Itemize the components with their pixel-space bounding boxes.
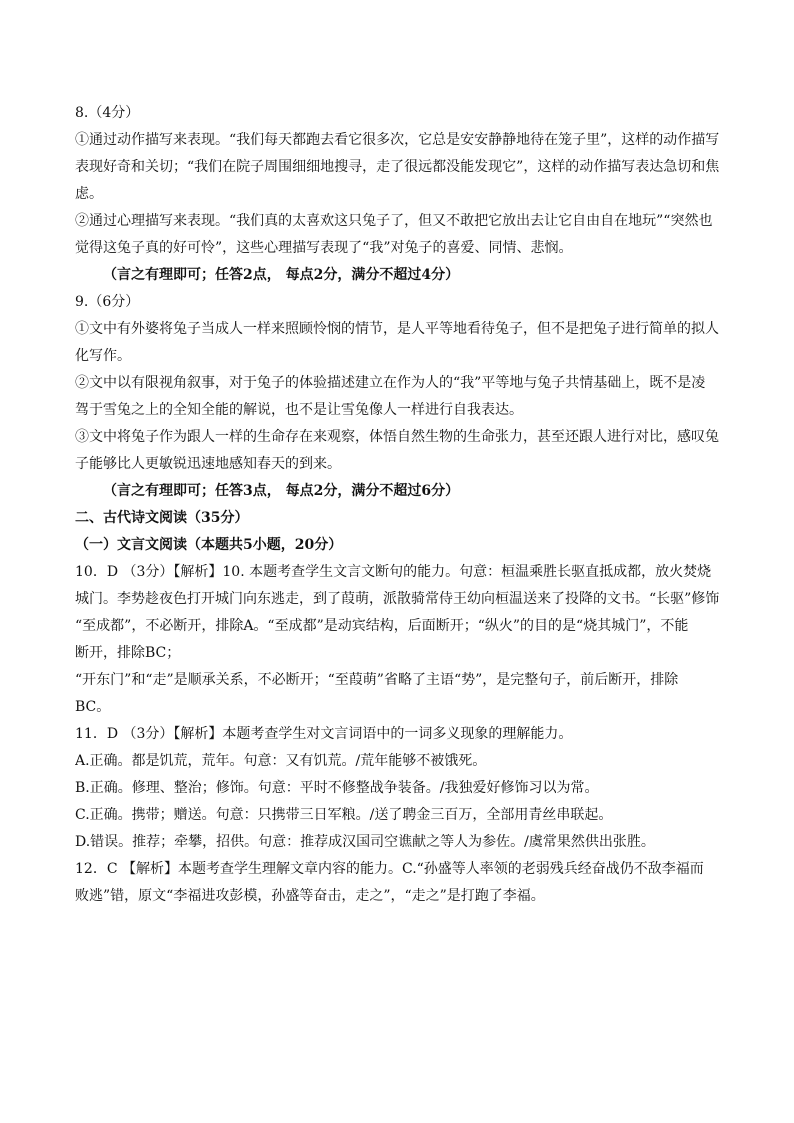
answer-text-body xyxy=(75,100,725,910)
q9-point3-line1: ③文中将兔子作为跟人一样的生命存在来观察，体悟自然生物的生命张力，甚至还跟人进行对比，感叹兔 xyxy=(75,429,719,445)
q8-point2-line2: 觉得这兔子真的好可怜”，这些心理描写表现了“我”对兔子的喜爱、同情、悲悯。 xyxy=(75,240,573,256)
q9-point2-line1: ②文中以有限视角叙事，对于兔子的体验描述建立在作为人的“我”平等地与兔子共情基础上，既不是凌 xyxy=(75,375,706,391)
q10-line2: 城门。李势趁夜色打开城门向东逃走，到了葭萌，派散骑常侍王幼向桓温送来了投降的文书。“长驱”修饰 xyxy=(75,591,720,607)
q12-line1: 12．C 【解析】本题考查学生理解文章内容的能力。C.“孙盛等人率领的老弱残兵经奋战仍不敌李福而 xyxy=(75,861,704,877)
q11-heading: 11．D （3分）【解析】本题考查学生对文言词语中的一词多义现象的理解能力。 xyxy=(75,726,573,742)
q9-point3-line2: 子能够比人更敏锐迅速地感知春天的到来。 xyxy=(75,456,341,472)
q8-point2-line1: ②通过心理描写来表现。“我们真的太喜欢这只兔子了，但又不敢把它放出去让它自由自在地玩”“突然也 xyxy=(75,213,713,229)
q9-scoring-note: （言之有理即可；任答3点， 每点2分，满分不超过6分） xyxy=(103,483,460,499)
q8-point1-line2: 表现好奇和关切；“我们在院子周围细细地搜寻，走了很远都没能发现它”，这样的动作描写表达急切和焦 xyxy=(75,159,720,175)
q11-option-d: D.错误。推荐；牵攀，招供。句意：推荐成汉国司空谯献之等人为参佐。/虞常果然供出张胜。 xyxy=(75,834,655,850)
q12-line2: 败逃”错，原文“李福进攻彭模，孙盛等奋击，走之”，“走之”是打跑了李福。 xyxy=(75,888,545,904)
q10-line5: “开东门”和“走”是顺承关系，不必断开；“至葭萌”省略了主语“势”，是完整句子，前后断开，排除 xyxy=(75,672,679,688)
q8-point1-line3: 虑。 xyxy=(75,186,103,202)
q9-heading: 9.（6分） xyxy=(75,294,140,310)
q10-line1: 10．D （3分）【解析】10. 本题考查学生文言文断句的能力。句意：桓温乘胜长驱直抵成都，放火焚烧 xyxy=(75,564,712,580)
q11-option-a: A.正确。都是饥荒，荒年。句意：又有饥荒。/荒年能够不被饿死。 xyxy=(75,753,487,769)
q9-point2-line2: 驾于雪兔之上的全知全能的解说，也不是让雪兔像人一样进行自我表达。 xyxy=(75,402,523,418)
q10-line3: “至成都”，不必断开，排除A。“至成都”是动宾结构，后面断开；“纵火”的目的是“烧其城门”，不能 xyxy=(75,618,689,634)
q9-point1-line2: 化写作。 xyxy=(75,348,131,364)
q11-option-b: B.正确。修理、整治；修饰。句意：平时不修整战争装备。/我独爱好修饰习以为常。 xyxy=(75,780,599,796)
q10-line4: 断开，排除BC； xyxy=(75,645,181,661)
q9-point1-line1: ①文中有外婆将兔子当成人一样来照顾怜悯的情节，是人平等地看待兔子，但不是把兔子进行简单的拟人 xyxy=(75,321,719,337)
q10-line6: BC。 xyxy=(75,699,111,715)
q11-option-c: C.正确。携带；赠送。句意：只携带三日军粮。/送了聘金三百万，全部用青丝串联起。 xyxy=(75,807,613,823)
q8-scoring-note: （言之有理即可；任答2点， 每点2分，满分不超过4分） xyxy=(103,267,460,283)
q8-point1-line1: ①通过动作描写来表现。“我们每天都跑去看它很多次，它总是安安静静地待在笼子里”，这样的动作描写 xyxy=(75,132,720,148)
q8-heading: 8.（4分） xyxy=(75,105,140,121)
subsection-heading-classical-chinese: （一）文言文阅读（本题共5小题，20分） xyxy=(75,537,343,553)
section-heading-ancient-poetry: 二、古代诗文阅读（35分） xyxy=(75,510,249,526)
